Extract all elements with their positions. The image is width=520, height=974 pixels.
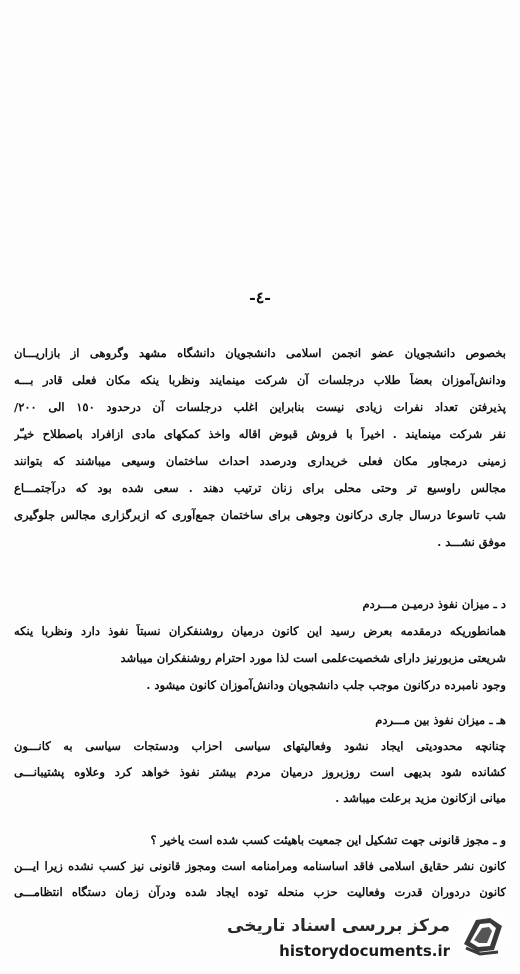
text-line: شب تاسوعا درسال جاری درکانون وجوهی برای ساختمان جمع‌آوری که ازبرگزاری مجالس جلوگیری — [14, 508, 506, 522]
section-influence-people-h — [14, 713, 506, 817]
text-line: پذیرفتن تعداد نفرات زیادی نیست بنابراین اغلب درجلسات آن درحدود ١٥٠ الی ٢٠٠/ — [14, 400, 506, 414]
text-line: موفق نشـــد . — [437, 535, 506, 549]
text-line: شریعتی مزبورنیز دارای شخصیت‌علمی است لذا مورد احترام روشنفکران میباشد — [120, 651, 506, 665]
text-line: نفر شرکت مینمایند . اخیراً با فروش قبوض اقاله واخذ کمکهای مادی ازافراد باصطلاح خیـّر — [14, 427, 506, 441]
text-line: بخصوص دانشجویان عضو انجمن اسلامی دانشجویان دانشگاه مشهد وگروهی از بازاریـــان — [14, 346, 506, 360]
text-line: کانون نشر حقایق اسلامی فاقد اساسنامه ومرامنامه است ومجوز قانونی نیز کسب نشده زیرا ایـــن — [14, 859, 506, 873]
archive-book-logo-icon — [454, 906, 512, 964]
section-influence-people-d — [14, 597, 506, 705]
watermark — [220, 906, 516, 970]
section-heading: و ـ مجوز قانونی جهت تشکیل این جمعیت باهیئت کسب شده است یاخیر ؟ — [150, 833, 506, 847]
watermark-url: historydocuments.ir — [279, 942, 450, 960]
paragraph-members — [14, 346, 506, 562]
page-number: -٤- — [249, 288, 271, 307]
text-line: وجود نامبرده درکانون موجب جلب دانشجویان ودانش‌آموزان کانون میشود . — [146, 678, 506, 692]
text-line: ودانش‌آموزان بعضاً طلاب درجلسات آن شرکت مینمایند ونظربا ینکه مکان فعلی قادر بـــه — [14, 373, 506, 387]
section-heading: د ـ میزان نفوذ درمیـن مـــردم — [362, 597, 506, 611]
watermark-title: مرکز بررسی اسناد تاریخی — [227, 916, 450, 936]
text-line: کشانده شود بدیهی است روزبروز درمیان مردم بیشتر نفوذ خواهد کرد وعلاوه پشتیبانـــی — [14, 765, 506, 779]
section-heading: هـ ـ میزان نفوذ بین مـــردم — [375, 713, 506, 727]
text-line: مجالس راوسیع تر وحتی محلی برای زنان ترتیب دهند . سعی شده بود که درآجتمـــاع — [14, 481, 506, 495]
section-legal-permit-v — [14, 833, 506, 911]
text-line: میانی ازکانون مزید برعلت میباشد . — [335, 791, 506, 805]
text-line: همانطوریکه درمقدمه بعرض رسید این کانون درمیان روشنفکران نسبتاً نفوذ دارد ونظربا ینکه — [14, 624, 506, 638]
text-line: چنانچه محدودیتی ایجاد نشود وفعالیتهای سیاسی احزاب ودستجات سیاسی به کانـــون — [14, 739, 506, 753]
text-line: زمینی درمجاور مکان فعلی خریداری ودرصدد احداث ساختمان وسیعی میباشند که بتوانند — [14, 454, 506, 468]
text-line: کانون دردوران قدرت وفعالیت حزب منحله توده ایجاد شده ودرآن زمان دستگاه انتظامـــی — [14, 885, 506, 899]
